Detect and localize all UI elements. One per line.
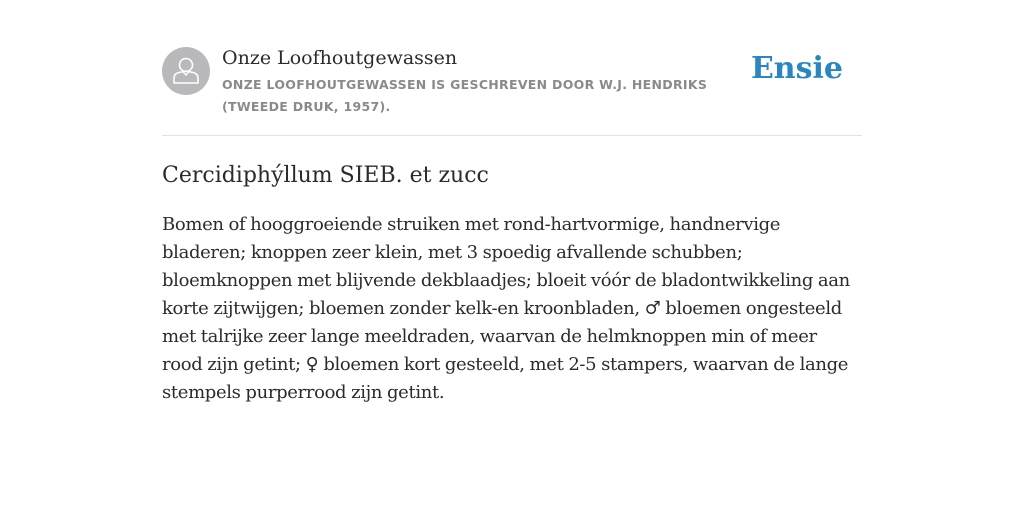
entry-title: Cercidiphýllum SIEB. et zucc [162,163,489,188]
avatar[interactable] [162,47,210,95]
brand-logo[interactable]: Ensie [750,51,843,86]
source-header [162,0,862,136]
source-meta [222,45,762,118]
source-description: ONZE LOOFHOUTGEWASSEN IS GESCHREVEN DOOR W.J. HENDRIKS (TWEEDE DRUK, 1957). [222,77,708,114]
entry-card [162,0,862,407]
source-title[interactable]: Onze Loofhoutgewassen [222,47,458,69]
user-icon [162,47,210,95]
entry-body: Bomen of hooggroeiende struiken met rond-hartvormige, handnervige bladeren; knoppen zeer klein, met 3 spoedig afvallende schubben; bloemknoppen met blijvende dekblaadjes; bloeit vóór de bladontwikkeling aan korte zijtwijgen; bloemen zonder kelk-en kroonbladen, ♂ bloemen ongesteeld met talrijke zeer lange meeldraden, waarvan de helmknoppen min of meer rood zijn getint; ♀ bloemen kort gesteeld, met 2-5 stampers, waarvan de lange stempels purperrood zijn getint. [162,214,850,403]
